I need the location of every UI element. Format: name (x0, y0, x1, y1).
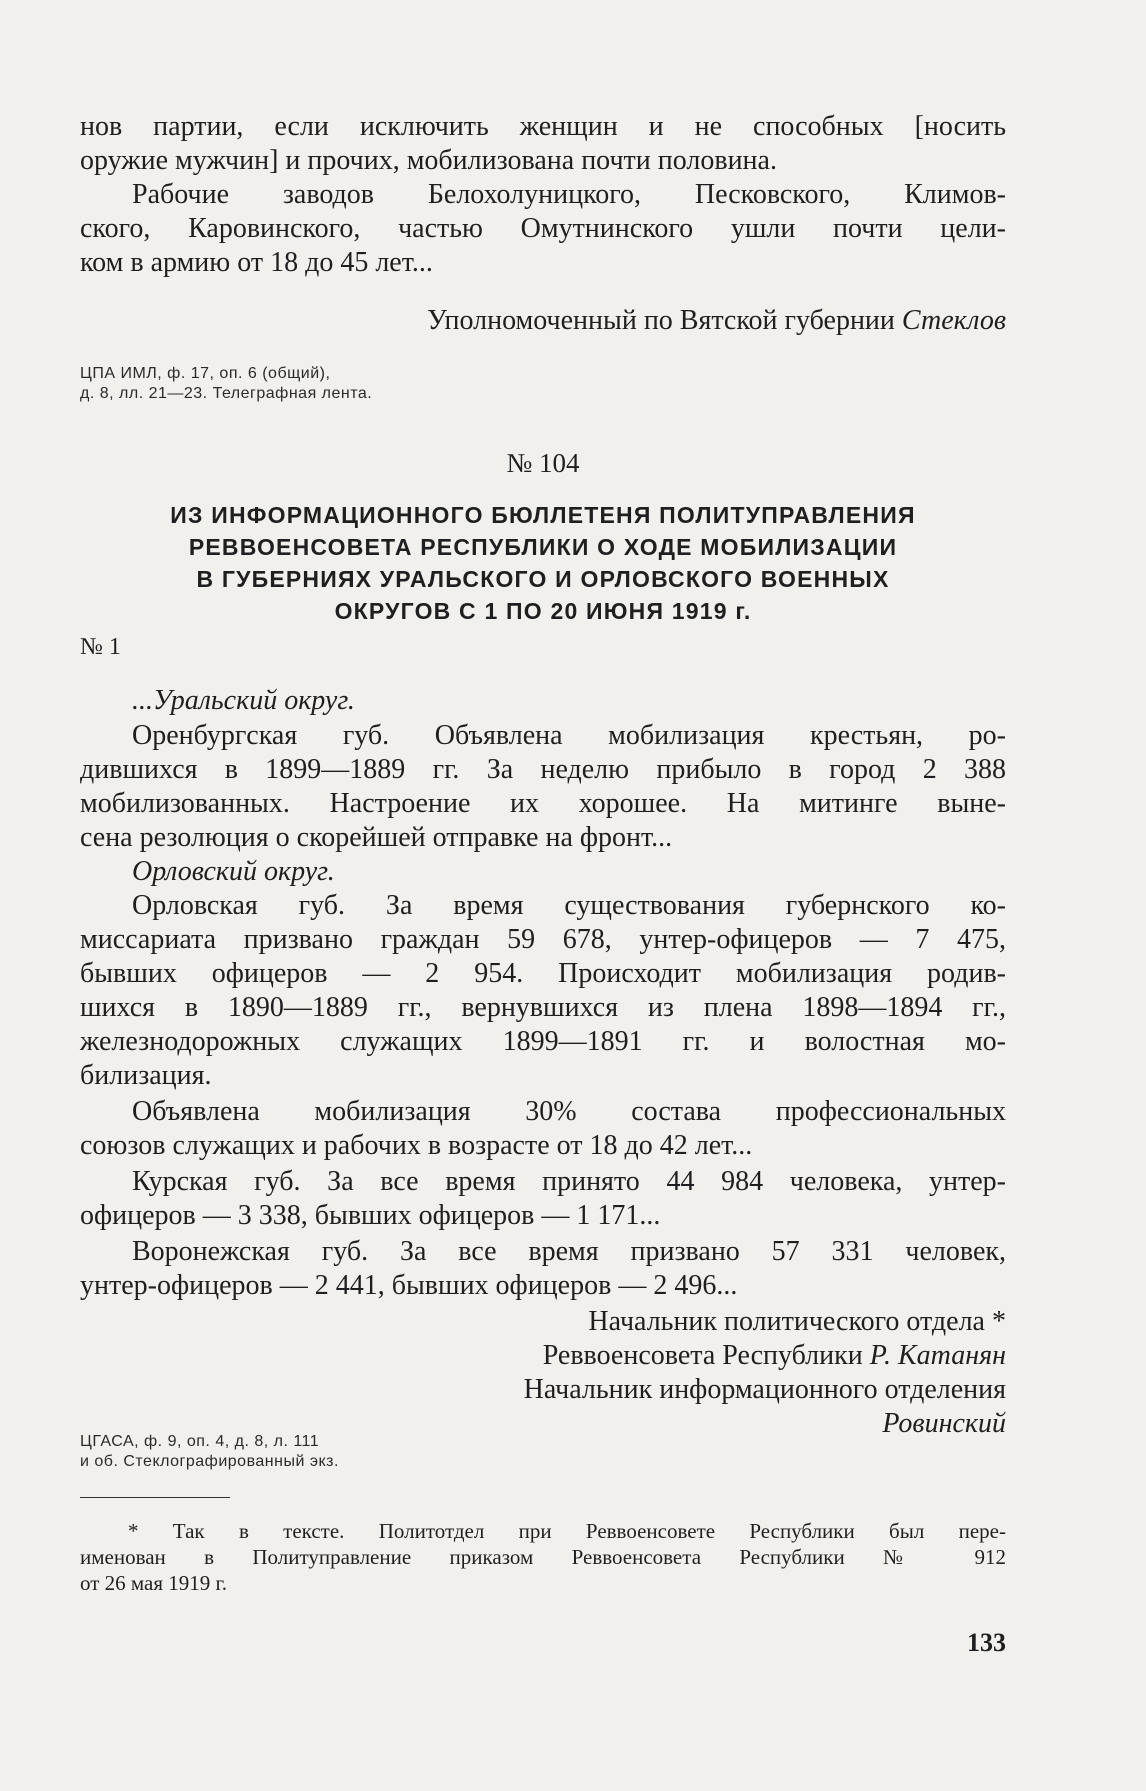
orel-line-3: бывших офицеров — 2 954. Происходит мобилизация родив- (80, 958, 1006, 989)
title-line-3: В ГУБЕРНИЯХ УРАЛЬСКОГО И ОРЛОВСКОГО ВОЕННЫХ (196, 566, 890, 592)
orel-heading: Орловский округ. (132, 856, 335, 887)
orenburg-line-4: сена резолюция о скорейшей отправке на фронт... (80, 822, 673, 853)
orenburg-line-1: Оренбургская губ. Объявлена мобилизация крестьян, ро- (132, 720, 1006, 751)
signature-line-4: Ровинский (882, 1408, 1006, 1439)
intro-line-3: Рабочие заводов Белохолуницкого, Песковского, Климов- (132, 179, 1006, 210)
orel-line-6: билизация. (80, 1060, 212, 1091)
page-number: 133 (967, 1628, 1006, 1657)
document-number: № 104 (506, 448, 580, 478)
unions-line-2: союзов служащих и рабочих в возрасте от 18 до 42 лет... (80, 1130, 753, 1161)
footnote-line-3: от 26 мая 1919 г. (80, 1571, 228, 1595)
archive-source-1: ЦПА ИМЛ, ф. 17, оп. 6 (общий), (80, 365, 331, 382)
title-line-1: ИЗ ИНФОРМАЦИОННОГО БЮЛЛЕТЕНЯ ПОЛИТУПРАВЛЕНИЯ (170, 502, 916, 528)
orenburg-line-3: мобилизованных. Настроение их хорошее. На митинге вынe- (80, 788, 1006, 819)
voronezh-line-2: унтер-офицеров — 2 441, бывших офицеров — 2 496... (80, 1270, 738, 1301)
title-line-4: ОКРУГОВ С 1 ПО 20 ИЮНЯ 1919 г. (334, 598, 752, 624)
signature-line-3: Начальник информационного отделения (523, 1374, 1006, 1405)
archive-source-2: д. 8, лл. 21—23. Телеграфная лента. (80, 385, 373, 402)
unions-line-1: Объявлена мобилизация 30% состава профессиональных (132, 1096, 1006, 1127)
orel-line-4: шихся в 1890—1889 гг., вернувшихся из плена 1898—1894 гг., (80, 992, 1006, 1023)
archive-source-4: и об. Стеклографированный экз. (80, 1453, 339, 1470)
footnote-line-2: именован в Политуправление приказом Реввоенсовета Республики № 912 (80, 1545, 1006, 1569)
intro-line-1: нов партии, если исключить женщин и не способных [носить (80, 111, 1006, 142)
ural-heading: ...Уральский округ. (132, 685, 355, 716)
intro-line-4: ского, Каровинского, частью Омутнинского ушли почти цели- (80, 213, 1006, 244)
signature-line-2-title: Реввоенсовета Республики (542, 1340, 863, 1371)
signature-title: Уполномоченный по Вятской губернии (427, 305, 895, 336)
orenburg-line-2: дившихся в 1899—1889 гг. За неделю прибыло в город 2 388 (80, 754, 1006, 785)
signature-line-2-name: Р. Катанян (869, 1340, 1006, 1371)
title-line-2: РЕВВОЕНСОВЕТА РЕСПУБЛИКИ О ХОДЕ МОБИЛИЗАЦИИ (188, 534, 898, 560)
sub-number: № 1 (80, 634, 121, 660)
voronezh-line-1: Воронежская губ. За все время призвано 57 331 человек, (132, 1236, 1006, 1267)
kursk-line-1: Курская губ. За все время принято 44 984 человека, унтер- (132, 1166, 1006, 1197)
orel-line-5: железнодорожных служащих 1899—1891 гг. и волостная мо- (80, 1026, 1006, 1057)
intro-line-5: ком в армию от 18 до 45 лет... (80, 247, 433, 278)
signature-name: Стеклов (901, 305, 1006, 336)
intro-signature (80, 304, 1006, 338)
orel-line-2: миссариата призвано граждан 59 678, унтер-офицеров — 7 475, (80, 924, 1006, 955)
kursk-line-2: офицеров — 3 338, бывших офицеров — 1 171... (80, 1200, 661, 1231)
orel-line-1: Орловская губ. За время существования губернского ко- (132, 890, 1006, 921)
footnote-line-1: * Так в тексте. Политотдел при Реввоенсовете Республики был пере- (128, 1519, 1006, 1543)
signature-line-2 (80, 1339, 1006, 1373)
footnote-rule (80, 1497, 230, 1498)
signature-line-1: Начальник политического отдела * (588, 1306, 1006, 1337)
intro-line-2: оружие мужчин] и прочих, мобилизована почти половина. (80, 145, 777, 176)
archive-source-3: ЦГАСА, ф. 9, оп. 4, д. 8, л. 111 (80, 1433, 320, 1450)
